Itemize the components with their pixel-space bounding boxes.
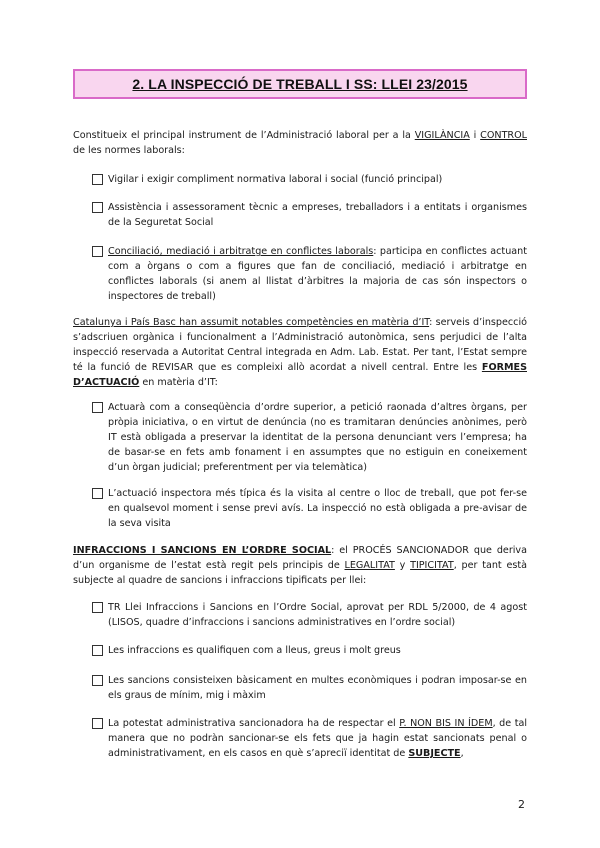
function-item: Conciliació, mediació i arbitratge en conflictes laborals: participa en conflictes actuant com a òrgans o com a figures que fan de conciliació, mediació i arbitratge en conflictes laborals (si anem al llistat d’àrbitres la majoria de cas són inspectors o inspectores de treball) bbox=[92, 244, 527, 304]
checkbox-icon bbox=[92, 488, 103, 499]
subjecte-term: SUBJECTE bbox=[408, 748, 461, 759]
checkbox-icon bbox=[92, 202, 103, 213]
non-bis-in-idem-term: P. NON BIS IN ÍDEM bbox=[399, 718, 493, 729]
formes-item: L’actuació inspectora més típica és la visita al centre o lloc de treball, que pot fer-se en qualsevol moment i sense previ avís. La inspecció no està obligada a pre-avisar de la seva visita bbox=[92, 486, 527, 531]
section-title: 2. LA INSPECCIÓ DE TREBALL I SS: LLEI 23/2015 bbox=[132, 75, 468, 92]
infraccions-item: Les infraccions es qualifiquen com a lleus, greus i molt greus bbox=[92, 643, 527, 658]
checkbox-icon bbox=[92, 602, 103, 613]
catalunya-paragraph: Catalunya i País Basc han assumit notables competències en matèria d’IT: serveis d’inspecció s’adscriuen orgànica i funcionalment a l’Administració autonòmica, sens perjudici de l’alta inspecció reservada a Autoritat Central integrada en Adm. Lab. Estat. Per tant, l’Estat sempre té la funció de REVISAR que es compleixi allò acordat a nivell central. Entre les FORMES D’ACTUACIÓ en matèria d’IT: bbox=[73, 317, 527, 388]
section-title-box bbox=[73, 69, 527, 99]
checkbox-icon bbox=[92, 174, 103, 185]
vigilancia-term: VIGILÀNCIA bbox=[414, 130, 470, 141]
checkbox-icon bbox=[92, 246, 103, 257]
infraccions-term: INFRACCIONS I SANCIONS EN L’ORDRE SOCIAL bbox=[73, 545, 332, 556]
formes-item: Actuarà com a conseqüència d’ordre superior, a petició raonada d’altres òrgans, per pròpia iniciativa, o en virtut de denúncia (no es tramitaran denúncies anònimes, però IT està obligada a preservar la identitat de la persona denunciant vers l’empresa; ha de basar-se en fets amb fonament i en assumptes que no estiguin en coneixement d’un òrgan judicial; preferentment per via telemàtica) bbox=[92, 400, 527, 475]
checkbox-icon bbox=[92, 402, 103, 413]
checkbox-icon bbox=[92, 645, 103, 656]
formes-actuacio-term: FORMES D’ACTUACIÓ bbox=[73, 362, 527, 388]
checkbox-icon bbox=[92, 718, 103, 729]
control-term: CONTROL bbox=[480, 130, 527, 141]
conciliacio-term: Conciliació, mediació i arbitratge en conflictes laborals bbox=[108, 246, 374, 257]
page-number: 2 bbox=[518, 798, 525, 811]
infraccions-item: TR Llei Infraccions i Sancions en l’Ordre Social, aprovat per RDL 5/2000, de 4 agost (LISOS, quadre d’infraccions i sancions administratives en l’ordre social) bbox=[92, 600, 527, 630]
function-item: Vigilar i exigir compliment normativa laboral i social (funció principal) bbox=[92, 172, 527, 187]
catalunya-term: Catalunya i País Basc han assumit notables competències en matèria d’IT bbox=[73, 317, 430, 328]
infraccions-item: La potestat administrativa sancionadora ha de respectar el P. NON BIS IN ÍDEM, de tal manera que no podràn sancionar-se els fets que ja hagin estat sancionats penal o administrativament, en els casos en què s’apreciï identitat de SUBJECTE, bbox=[92, 716, 527, 761]
checkbox-icon bbox=[92, 675, 103, 686]
infraccions-item: Les sancions consisteixen bàsicament en multes econòmiques i podran imposar-se en els graus de mínim, mig i màxim bbox=[92, 673, 527, 703]
function-item: Assistència i assessorament tècnic a empreses, treballadors i a entitats i organismes de la Seguretat Social bbox=[92, 200, 527, 230]
intro-paragraph: Constitueix el principal instrument de l’Administració laboral per a la VIGILÀNCIA i CONTROL de les normes laborals: bbox=[73, 130, 527, 156]
infraccions-paragraph: INFRACCIONS I SANCIONS EN L’ORDRE SOCIAL: el PROCÉS SANCIONADOR que deriva d’un organisme de l’estat està regit pels principis de LEGALITAT y TIPICITAT, per tant està subjecte al quadre de sancions i infraccions tipificats per llei: bbox=[73, 545, 527, 586]
tipicitat-term: TIPICITAT bbox=[410, 560, 454, 571]
legalitat-term: LEGALITAT bbox=[344, 560, 395, 571]
